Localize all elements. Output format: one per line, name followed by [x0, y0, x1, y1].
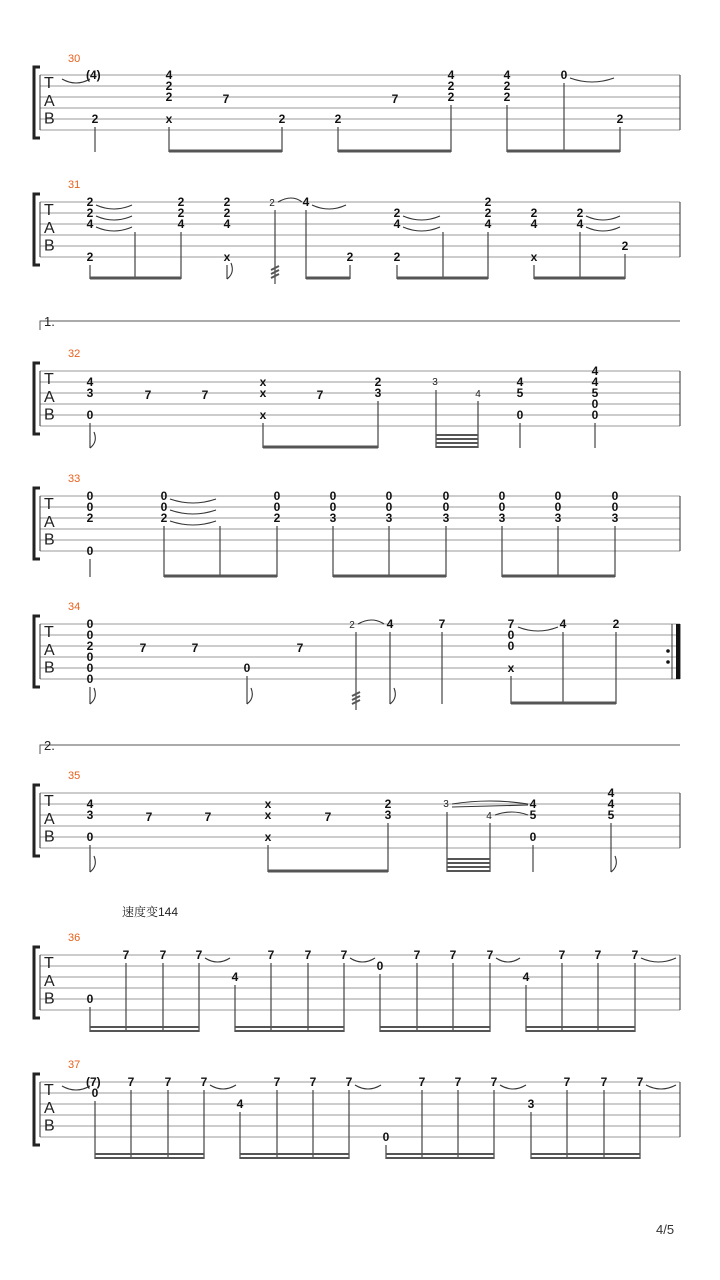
fret-number: 4: [386, 617, 394, 631]
fret-number: 0: [442, 500, 450, 514]
fret-number: x: [530, 250, 538, 264]
note-flag: [247, 688, 252, 704]
fret-number: 7: [418, 1075, 426, 1089]
tab-letter-b: B: [44, 110, 55, 128]
fret-number: 7: [449, 948, 457, 962]
fret-number: 0: [86, 650, 94, 664]
system-bracket: [34, 616, 40, 687]
fret-number: 0: [442, 489, 450, 503]
tab-letter-t: T: [44, 624, 54, 642]
volta-2-label: 2.: [44, 738, 55, 753]
fret-number: 4: [516, 375, 524, 389]
tie-arc: [518, 627, 558, 631]
eighth-rest: 7: [204, 810, 212, 824]
repeat-dot: [666, 649, 670, 653]
fret-number: 0: [243, 661, 251, 675]
tab-letter-a: A: [44, 1099, 55, 1117]
tab-staff: [40, 955, 680, 1010]
staff-system: [34, 179, 680, 284]
fret-number: 0: [86, 661, 94, 675]
volta-1-bracket: [40, 321, 680, 330]
fret-number: x: [264, 797, 272, 811]
note-flag: [90, 688, 95, 704]
system-bracket: [34, 67, 40, 138]
fret-number: 7: [438, 617, 446, 631]
tie-arc: [403, 227, 440, 231]
fret-number: 0: [273, 500, 281, 514]
fret-number: 7: [340, 948, 348, 962]
tab-letter-b: B: [44, 990, 55, 1008]
fret-number: 7: [486, 948, 494, 962]
tab-letter-b: B: [44, 406, 55, 424]
fret-number: 2: [447, 90, 455, 104]
volta-2-bracket: [40, 745, 680, 754]
fret-number: 7: [200, 1075, 208, 1089]
system-bracket: [34, 363, 40, 434]
fret-number: 2: [616, 112, 624, 126]
fret-number: 4: [522, 970, 530, 984]
fret-number: 5: [516, 386, 524, 400]
tie-arc: [350, 958, 375, 962]
fret-number: 4: [607, 797, 615, 811]
fret-number: 3: [86, 808, 94, 822]
tie-arc: [355, 1085, 381, 1089]
measure-number: 34: [68, 601, 81, 613]
repeat-dot: [666, 660, 670, 664]
fret-number: 4: [486, 811, 492, 822]
fret-number: 3: [498, 511, 506, 525]
fret-number: 4: [607, 786, 615, 800]
fret-number: 2: [576, 206, 584, 220]
eighth-rest: 7: [296, 641, 304, 655]
tab-letter-a: A: [44, 388, 55, 406]
fret-number: 7: [273, 1075, 281, 1089]
fret-number: 7: [594, 948, 602, 962]
fret-number: 3: [443, 799, 449, 810]
fret-number: 2: [86, 250, 94, 264]
fret-number: 0: [516, 408, 524, 422]
fret-number: 0: [611, 489, 619, 503]
fret-number: 4: [86, 217, 94, 231]
fret-number: 3: [611, 511, 619, 525]
fret-number: 4: [591, 364, 599, 378]
volta-1-label: 1.: [44, 314, 55, 329]
tab-letter-b: B: [44, 659, 55, 677]
tab-letter-t: T: [44, 75, 54, 93]
fret-number: 7: [267, 948, 275, 962]
tab-letter-a: A: [44, 513, 55, 531]
fret-number: x: [259, 375, 267, 389]
system-bracket: [34, 947, 40, 1018]
fret-number: 4: [393, 217, 401, 231]
fret-number: 0: [86, 489, 94, 503]
tab-letter-b: B: [44, 531, 55, 549]
fret-number: 7: [164, 1075, 172, 1089]
fret-number: 7: [345, 1075, 353, 1089]
fret-number: x: [259, 408, 267, 422]
measure-number: 31: [68, 179, 81, 191]
fret-number: 0: [91, 1086, 99, 1100]
fret-number: 2: [278, 112, 286, 126]
fret-number: 2: [503, 79, 511, 93]
fret-number: 2: [91, 112, 99, 126]
fret-number: x: [223, 250, 231, 264]
fret-number: 0: [86, 500, 94, 514]
fret-number: 3: [385, 511, 393, 525]
tab-letter-t: T: [44, 793, 54, 811]
fret-number: 4: [86, 797, 94, 811]
fret-number: 0: [591, 397, 599, 411]
fret-number: 0: [329, 500, 337, 514]
fret-number: 2: [160, 511, 168, 525]
fret-number: 0: [529, 830, 537, 844]
tab-staff: [40, 371, 680, 426]
fret-number: 7: [195, 948, 203, 962]
staff-system: [34, 473, 680, 577]
fret-number: 4: [177, 217, 185, 231]
fret-number: 2: [223, 195, 231, 209]
fret-number: (7): [86, 1075, 101, 1089]
tie-arc: [170, 499, 216, 503]
fret-number: 0: [86, 628, 94, 642]
tab-staff: [40, 202, 680, 257]
fret-number: 3: [432, 377, 438, 388]
fret-number: 2: [346, 250, 354, 264]
fret-number: 2: [165, 79, 173, 93]
tab-staff: [40, 793, 680, 848]
eighth-rest: 7: [324, 810, 332, 824]
fret-number: 0: [86, 672, 94, 686]
tab-letter-a: A: [44, 219, 55, 237]
staff-system: [34, 601, 680, 710]
fret-number: 4: [223, 217, 231, 231]
fret-number: 3: [329, 511, 337, 525]
fret-number: 2: [621, 239, 629, 253]
fret-number: x: [507, 661, 515, 675]
fret-number: 4: [447, 68, 455, 82]
fret-number: 3: [527, 1097, 535, 1111]
fret-number: 2: [393, 206, 401, 220]
fret-number: 4: [231, 970, 239, 984]
fret-number: 2: [269, 198, 275, 209]
fret-number: 4: [529, 797, 537, 811]
fret-number: 2: [86, 206, 94, 220]
fret-number: 0: [86, 617, 94, 631]
slide-arc: [358, 620, 384, 624]
fret-number: 7: [558, 948, 566, 962]
fret-number: 0: [385, 489, 393, 503]
tab-staff: [40, 1082, 680, 1137]
note-flag: [227, 263, 232, 279]
fret-number: 0: [385, 500, 393, 514]
fret-number: 0: [498, 500, 506, 514]
fret-number: 2: [273, 511, 281, 525]
tie-arc: [586, 227, 620, 231]
fret-number: 0: [376, 959, 384, 973]
fret-number: 4: [503, 68, 511, 82]
fret-number: 2: [86, 511, 94, 525]
page-number: 4/5: [656, 1222, 675, 1237]
fret-number: 2: [86, 195, 94, 209]
fret-number: 3: [384, 808, 392, 822]
fret-number: 4: [530, 217, 538, 231]
fret-number: 7: [490, 1075, 498, 1089]
measure-number: 35: [68, 770, 81, 782]
fret-number: 0: [554, 500, 562, 514]
fret-number: 4: [576, 217, 584, 231]
fret-number: 2: [612, 617, 620, 631]
fret-number: 4: [236, 1097, 244, 1111]
fret-number: 0: [560, 68, 568, 82]
tab-letter-b: B: [44, 1117, 55, 1135]
system-bracket: [34, 785, 40, 856]
fret-number: x: [259, 386, 267, 400]
fret-number: 2: [223, 206, 231, 220]
tab-letter-a: A: [44, 92, 55, 110]
tab-letter-t: T: [44, 202, 54, 220]
fret-number: 2: [484, 195, 492, 209]
fret-number: 0: [86, 992, 94, 1006]
note-flag: [390, 688, 395, 704]
fret-number: 4: [559, 617, 567, 631]
fret-number: 0: [86, 830, 94, 844]
fret-number: 2: [374, 375, 382, 389]
fret-number: 3: [374, 386, 382, 400]
fret-number: 2: [349, 620, 355, 631]
fret-number: 7: [122, 948, 130, 962]
system-bracket: [34, 194, 40, 265]
fret-number: 5: [607, 808, 615, 822]
tab-letter-t: T: [44, 955, 54, 973]
fret-number: 7: [127, 1075, 135, 1089]
fret-number: 7: [413, 948, 421, 962]
fret-number: 7: [600, 1075, 608, 1089]
fret-number: 0: [507, 639, 515, 653]
fret-number: 2: [393, 250, 401, 264]
tab-letter-t: T: [44, 1082, 54, 1100]
measure-number: 37: [68, 1059, 81, 1071]
tie-arc: [205, 958, 230, 962]
tie-arc: [586, 216, 620, 220]
tab-letter-a: A: [44, 641, 55, 659]
fret-number: x: [165, 112, 173, 126]
fret-number: 2: [177, 195, 185, 209]
note-flag: [611, 856, 616, 872]
tab-letter-t: T: [44, 371, 54, 389]
fret-number: 5: [529, 808, 537, 822]
note-flag: [90, 432, 95, 448]
slide-arc: [278, 198, 302, 202]
slide-line: [452, 805, 528, 807]
fret-number: 7: [159, 948, 167, 962]
tab-staff: [40, 624, 680, 679]
fret-number: 0: [86, 408, 94, 422]
fret-number: 7: [309, 1075, 317, 1089]
fret-number: 2: [165, 90, 173, 104]
fret-number: 7: [507, 617, 515, 631]
fret-number: 2: [530, 206, 538, 220]
fret-number: 7: [636, 1075, 644, 1089]
fret-number: 0: [160, 489, 168, 503]
fret-number: 2: [447, 79, 455, 93]
fret-number: 2: [384, 797, 392, 811]
eighth-rest: 7: [391, 92, 399, 106]
eighth-rest: 7: [139, 641, 147, 655]
tie-arc: [496, 958, 520, 962]
fret-number: (4): [86, 68, 101, 82]
fret-number: 0: [611, 500, 619, 514]
fret-number: 0: [160, 500, 168, 514]
eighth-rest: 7: [222, 92, 230, 106]
staff-system: [34, 932, 680, 1032]
note-flag: [90, 856, 95, 872]
measure-number: 33: [68, 473, 81, 485]
tie-arc: [403, 216, 440, 220]
tab-letter-a: A: [44, 810, 55, 828]
tie-arc: [96, 205, 132, 209]
fret-number: 3: [442, 511, 450, 525]
tab-letter-a: A: [44, 972, 55, 990]
tab-staff: [40, 75, 680, 130]
tab-letter-b: B: [44, 828, 55, 846]
eighth-rest: 7: [145, 810, 153, 824]
eighth-rest: 7: [144, 388, 152, 402]
fret-number: 2: [503, 90, 511, 104]
staff-system: [34, 770, 680, 872]
tie-arc: [96, 227, 132, 231]
staff-system: [34, 348, 680, 448]
fret-number: 0: [554, 489, 562, 503]
fret-number: 0: [382, 1130, 390, 1144]
fret-number: 2: [177, 206, 185, 220]
fret-number: 0: [498, 489, 506, 503]
tie-arc: [312, 205, 346, 209]
tie-arc: [646, 1085, 676, 1089]
fret-number: 5: [591, 386, 599, 400]
eighth-rest: 7: [316, 388, 324, 402]
measure-number: 36: [68, 932, 81, 944]
eighth-rest: 7: [191, 641, 199, 655]
fret-number: 7: [631, 948, 639, 962]
system-bracket: [34, 488, 40, 559]
fret-number: 2: [484, 206, 492, 220]
fret-number: 0: [86, 544, 94, 558]
tab-staff: [40, 496, 680, 551]
measure-number: 30: [68, 53, 81, 65]
fret-number: 0: [273, 489, 281, 503]
fret-number: 3: [554, 511, 562, 525]
fret-number: 4: [475, 389, 481, 400]
system-bracket: [34, 1074, 40, 1145]
tie-arc: [500, 1085, 526, 1089]
tie-arc: [170, 510, 216, 514]
fret-number: 4: [302, 195, 310, 209]
fret-number: 4: [86, 375, 94, 389]
fret-number: 7: [563, 1075, 571, 1089]
fret-number: 7: [304, 948, 312, 962]
tie-arc: [570, 78, 614, 82]
staff-system: [34, 53, 680, 152]
fret-number: 0: [591, 408, 599, 422]
tie-arc: [641, 958, 676, 962]
fret-number: 4: [591, 375, 599, 389]
fret-number: x: [264, 830, 272, 844]
tempo-change: 速度变144: [122, 905, 179, 919]
fret-number: 2: [334, 112, 342, 126]
measure-number: 32: [68, 348, 81, 360]
fret-number: 7: [454, 1075, 462, 1089]
fret-number: 0: [329, 489, 337, 503]
fret-number: x: [264, 808, 272, 822]
tie-arc: [170, 521, 216, 525]
fret-number: 4: [484, 217, 492, 231]
tab-letter-t: T: [44, 496, 54, 514]
staff-system: [34, 1059, 680, 1159]
tab-letter-b: B: [44, 237, 55, 255]
fret-number: 0: [507, 628, 515, 642]
fret-number: 3: [86, 386, 94, 400]
tie-arc: [210, 1085, 236, 1089]
fret-number: 4: [165, 68, 173, 82]
fret-number: 2: [86, 639, 94, 653]
eighth-rest: 7: [201, 388, 209, 402]
tie-arc: [96, 216, 132, 220]
